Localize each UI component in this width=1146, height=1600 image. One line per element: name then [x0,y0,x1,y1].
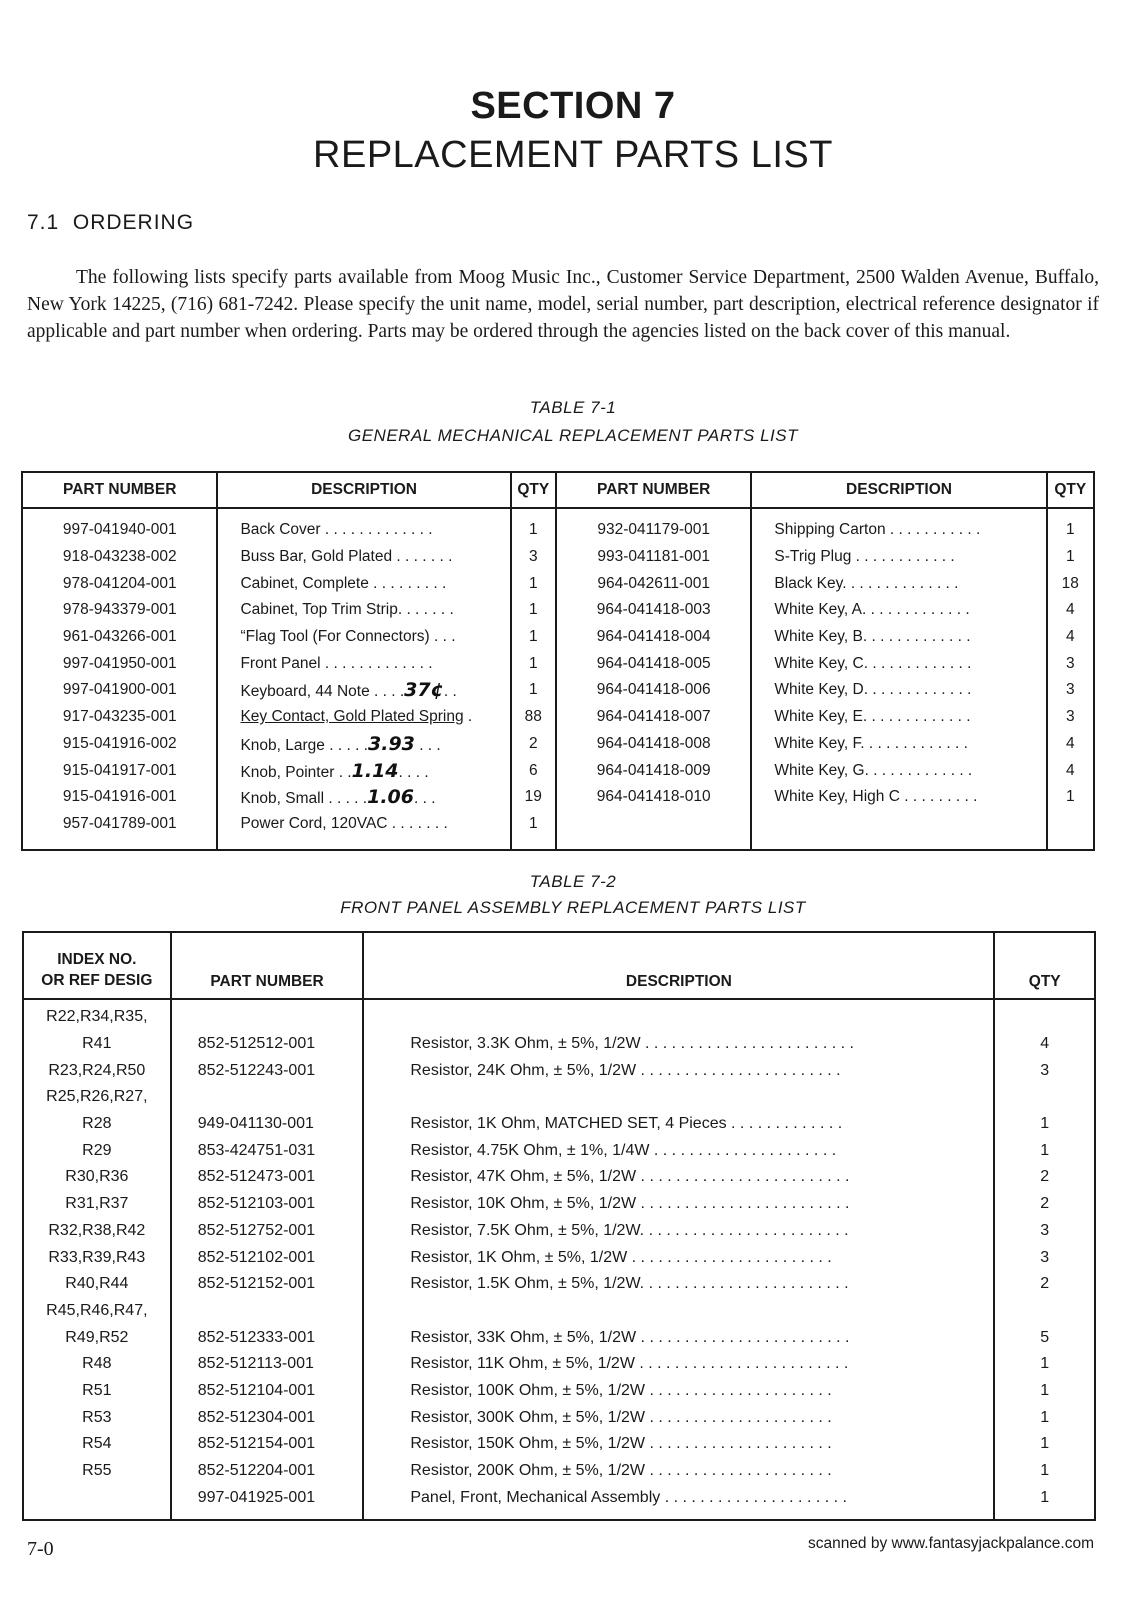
description-cell [217,650,510,677]
table-row [23,1111,1095,1138]
ref-designator-cell: R32,R38,R42 [48,1221,146,1239]
description-cell: Resistor, 4.75K Ohm, ± 1%, 1/4W . . . . . . . . . . . . . . . . . . . . . [363,1137,994,1164]
description-cell: Resistor, 24K Ohm, ± 5%, 1/2W . . . . . . . . . . . . . . . . . . . . . . . [363,1057,994,1084]
qty-cell: 1 [994,1378,1095,1405]
ref-designator-cell: R55 [82,1462,112,1480]
ref-designator-cell: R49,R52 [65,1328,129,1346]
part-number-cell: 961-043266-001 [62,628,177,646]
qty-cell: 1 [511,597,556,624]
table-row [23,1404,1095,1431]
qty-cell [994,999,1095,1031]
description-cell [751,757,1046,784]
qty-cell [994,1298,1095,1325]
column-header: DESCRIPTION [751,472,1046,508]
qty-cell: 1 [511,811,556,851]
qty-cell: 2 [994,1191,1095,1218]
qty-cell: 1 [994,1458,1095,1485]
table1-header-row [22,472,1094,508]
ref-designator-cell: R40,R44 [65,1275,129,1293]
part-number-cell: 978-943379-001 [62,601,177,619]
description-cell: Resistor, 1.5K Ohm, ± 5%, 1/2W. . . . . . . . . . . . . . . . . . . . . . . . [363,1271,994,1298]
qty-cell: 4 [1047,624,1094,651]
part-number-cell: 997-041950-001 [62,654,177,672]
part-number-cell: 964-041418-010 [556,784,751,811]
ref-designator-cell: R23,R24,R50 [48,1061,146,1079]
column-header: DESCRIPTION [217,472,510,508]
description-text: White Key, B [774,628,863,646]
description-cell: Resistor, 100K Ohm, ± 5%, 1/2W . . . . . . . . . . . . . . . . . . . . . [363,1378,994,1405]
part-number-cell: 852-512154-001 [171,1431,364,1458]
column-header-index [23,932,171,999]
leader-dots: . . . . [398,763,429,781]
table-row [23,1378,1095,1405]
table-row [23,1431,1095,1458]
index-header-line1: INDEX NO. [57,951,137,968]
description-text: White Key, A [774,601,863,619]
part-number-cell: 997-041940-001 [62,521,177,539]
ref-designator-cell: R51 [82,1381,112,1399]
leader-dots: . . . . . . . . . . . . . [320,654,433,672]
column-header: QTY [511,472,556,508]
qty-cell: 88 [511,704,556,731]
ref-designator-cell: R28 [82,1115,112,1133]
leader-dots: . . . . . . . . . . . . . . [842,574,959,592]
table2-header-row [23,932,1095,999]
qty-cell [1047,811,1094,851]
handwritten-price: 37¢ [404,679,444,702]
table-row [22,731,1094,758]
qty-cell: 1 [1047,544,1094,571]
ref-designator-cell: R54 [82,1435,112,1453]
part-number-cell: 997-041925-001 [171,1484,364,1520]
part-number-cell: 964-041418-003 [556,597,751,624]
part-number-cell [171,1084,364,1111]
part-number-cell: 852-512752-001 [171,1218,364,1245]
qty-cell: 19 [511,784,556,811]
qty-cell: 1 [994,1137,1095,1164]
part-number-cell: 978-041204-001 [62,574,177,592]
table-row [22,570,1094,597]
table-row [23,1031,1095,1058]
part-number-cell: 852-512113-001 [171,1351,364,1378]
leader-dots: . . . . [369,683,405,701]
qty-cell: 2 [511,731,556,758]
description-cell [217,508,510,544]
qty-cell: 3 [994,1218,1095,1245]
table-row [23,1298,1095,1325]
qty-cell: 3 [1047,677,1094,704]
handwritten-price: 3.93 [368,732,415,755]
description-cell [751,677,1046,704]
part-number-cell: 964-041418-007 [556,704,751,731]
leader-dots: . . . . . [324,790,368,808]
description-text: Cabinet, Complete [240,574,369,592]
description-cell [751,624,1046,651]
page-number: 7-0 [27,1538,54,1560]
part-number-cell: 852-512333-001 [171,1324,364,1351]
table-row [22,650,1094,677]
part-number-cell: 852-512243-001 [171,1057,364,1084]
description-text: White Key, D [774,681,864,699]
table-row [23,1084,1095,1111]
front-panel-parts-table [22,931,1096,1521]
part-number-cell: 949-041130-001 [171,1111,364,1138]
description-text: Keyboard, 44 Note [240,683,370,701]
ref-designator-cell: R33,R39,R43 [48,1248,146,1266]
leader-dots: . . . . . . . . . . . . . [862,601,970,619]
column-header: PART NUMBER [171,932,364,999]
table-row [23,1458,1095,1485]
description-text: White Key, G [774,761,865,779]
ordering-heading: 7.1 ORDERING [27,211,195,234]
description-cell [751,731,1046,758]
description-cell: Resistor, 300K Ohm, ± 5%, 1/2W . . . . . . . . . . . . . . . . . . . . . [363,1404,994,1431]
description-text: Power Cord, 120VAC [240,814,388,832]
part-number-cell: 964-041418-006 [556,677,751,704]
leader-dots: . . . . . . . [397,601,454,619]
qty-cell: 1 [511,624,556,651]
description-cell: Resistor, 33K Ohm, ± 5%, 1/2W . . . . . . . . . . . . . . . . . . . . . . . . [363,1324,994,1351]
table-row [22,624,1094,651]
column-header: QTY [994,932,1095,999]
table2-caption: TABLE 7-2 [529,872,617,891]
description-text: Knob, Large [240,736,325,754]
description-cell: Resistor, 11K Ohm, ± 5%, 1/2W . . . . . . . . . . . . . . . . . . . . . . . . [363,1351,994,1378]
leader-dots: . . . . . [324,736,368,754]
description-text: Buss Bar, Gold Plated [240,548,393,566]
qty-cell: 1 [511,677,556,704]
leader-dots: . . [443,683,457,701]
qty-cell: 3 [1047,650,1094,677]
table1-caption: TABLE 7-1 [529,398,617,417]
ref-designator-cell: R29 [82,1141,112,1159]
qty-cell: 3 [994,1057,1095,1084]
part-number-cell [556,811,751,851]
qty-cell: 1 [994,1111,1095,1138]
description-text: White Key, High C [774,788,900,806]
part-number-cell: 852-512473-001 [171,1164,364,1191]
index-header-line2: OR REF DESIG [41,972,153,989]
qty-cell: 1 [511,508,556,544]
table-row [22,677,1094,704]
handwritten-price: 1.06 [367,786,414,809]
part-number-cell: 993-041181-001 [556,544,751,571]
leader-dots: . . . . . . . [387,814,448,832]
table1-body [22,508,1094,850]
part-number-cell: 915-041916-002 [62,734,177,752]
part-number-cell: 852-512304-001 [171,1404,364,1431]
description-cell: Resistor, 47K Ohm, ± 5%, 1/2W . . . . . . . . . . . . . . . . . . . . . . . . [363,1164,994,1191]
ref-designator-cell: R25,R26,R27, [46,1088,148,1106]
description-cell [217,704,510,731]
description-cell [751,811,1046,851]
part-number-cell: 852-512512-001 [171,1031,364,1058]
part-number-cell: 932-041179-001 [556,508,751,544]
description-cell [363,999,994,1031]
description-cell [751,508,1046,544]
table-row [22,757,1094,784]
description-cell [217,784,510,811]
part-number-cell: 915-041916-001 [62,788,177,806]
table-row [22,597,1094,624]
qty-cell: 3 [1047,704,1094,731]
description-cell [217,544,510,571]
leader-dots: . . . [429,628,456,646]
table-row [23,1484,1095,1520]
table-row [22,704,1094,731]
qty-cell: 4 [1047,757,1094,784]
table-row [23,999,1095,1031]
description-text: Knob, Pointer [240,763,335,781]
qty-cell: 1 [994,1404,1095,1431]
qty-cell: 1 [1047,784,1094,811]
table-row [23,1137,1095,1164]
description-text: Front Panel [240,654,321,672]
table-row [22,784,1094,811]
qty-cell: 3 [511,544,556,571]
description-cell [363,1084,994,1111]
description-cell: Resistor, 1K Ohm, ± 5%, 1/2W . . . . . . . . . . . . . . . . . . . . . . . [363,1244,994,1271]
part-number-cell [171,999,364,1031]
description-text: “Flag Tool (For Connectors) [240,628,430,646]
qty-cell: 2 [994,1271,1095,1298]
description-text: Knob, Small [240,790,325,808]
part-number-cell: 964-042611-001 [556,570,751,597]
description-cell [217,624,510,651]
description-cell: Panel, Front, Mechanical Assembly . . . . . . . . . . . . . . . . . . . . . [363,1484,994,1520]
handwritten-price: 1.14 [351,759,399,782]
section-number: SECTION 7 [470,85,676,127]
table-row [23,1191,1095,1218]
part-number-cell: 964-041418-008 [556,731,751,758]
table-row [23,1271,1095,1298]
description-cell [751,784,1046,811]
description-cell [217,570,510,597]
qty-cell: 1 [1047,508,1094,544]
table-row [23,1351,1095,1378]
description-cell [751,544,1046,571]
leader-dots: . . . . . . . . . [368,574,447,592]
description-cell: Resistor, 7.5K Ohm, ± 5%, 1/2W. . . . . . . . . . . . . . . . . . . . . . . . [363,1218,994,1245]
part-number-cell: 964-041418-005 [556,650,751,677]
description-cell [217,757,510,784]
qty-cell: 1 [994,1431,1095,1458]
part-number-cell: 964-041418-009 [556,757,751,784]
description-cell [751,597,1046,624]
description-cell [751,650,1046,677]
ref-designator-cell: R41 [82,1035,112,1053]
leader-dots: . . . . . . . . . [899,788,978,806]
qty-cell: 4 [1047,731,1094,758]
description-text: White Key, C [774,654,864,672]
leader-dots: . . [334,763,352,781]
table2-body [23,999,1095,1520]
qty-cell: 18 [1047,570,1094,597]
part-number-cell: 852-512102-001 [171,1244,364,1271]
column-header: QTY [1047,472,1094,508]
description-cell: Resistor, 3.3K Ohm, ± 5%, 1/2W . . . . . . . . . . . . . . . . . . . . . . . . [363,1031,994,1058]
description-text: Shipping Carton [774,521,886,539]
leader-dots: . [463,708,473,726]
ref-designator-cell: R22,R34,R35, [46,1008,148,1026]
ref-designator-cell [23,1484,171,1520]
leader-dots: . . . . . . . . . . . . . [862,628,971,646]
leader-dots: . . . . . . . . . . . . . [863,681,972,699]
qty-cell: 1 [994,1484,1095,1520]
ref-designator-cell: R31,R37 [65,1195,129,1213]
leader-dots: . . . . . . . . . . . . . [864,761,973,779]
ordering-paragraph: The following lists specify parts available from Moog Music Inc., Customer Service Department, 2500 Walden Avenue, Buffalo, New York 14225, (716) 681-7242. Please specify the unit name, model, serial number, part description, electrical reference designator if applicable and part number when ordering. Parts may be ordered through the agencies listed on the back cover of this manual. [27,267,1099,342]
leader-dots: . . . . . . . . . . . . . [863,654,972,672]
description-cell [363,1298,994,1325]
qty-cell: 1 [994,1351,1095,1378]
ref-designator-cell: R53 [82,1408,112,1426]
ref-designator-cell: R45,R46,R47, [46,1301,148,1319]
qty-cell: 4 [1047,597,1094,624]
table-row [23,1218,1095,1245]
general-mechanical-parts-table [21,471,1095,851]
table1-title: GENERAL MECHANICAL REPLACEMENT PARTS LIST [347,426,799,445]
table-row [23,1057,1095,1084]
part-number-cell [171,1298,364,1325]
description-cell: Resistor, 10K Ohm, ± 5%, 1/2W . . . . . . . . . . . . . . . . . . . . . . . . [363,1191,994,1218]
table2-title: FRONT PANEL ASSEMBLY REPLACEMENT PARTS LIST [340,898,806,917]
table-row [22,544,1094,571]
qty-cell: 3 [994,1244,1095,1271]
table-row [23,1324,1095,1351]
table-row [22,508,1094,544]
ref-designator-cell: R30,R36 [65,1168,129,1186]
column-header: PART NUMBER [22,472,217,508]
description-cell: Resistor, 150K Ohm, ± 5%, 1/2W . . . . . . . . . . . . . . . . . . . . . [363,1431,994,1458]
part-number-cell: 964-041418-004 [556,624,751,651]
description-cell [217,677,510,704]
qty-cell [994,1084,1095,1111]
ref-designator-cell: R48 [82,1355,112,1373]
description-cell [751,570,1046,597]
part-number-cell: 852-512103-001 [171,1191,364,1218]
description-text: Back Cover [240,521,321,539]
table-row [23,1164,1095,1191]
qty-cell: 6 [511,757,556,784]
qty-cell: 5 [994,1324,1095,1351]
description-cell: Resistor, 200K Ohm, ± 5%, 1/2W . . . . . . . . . . . . . . . . . . . . . [363,1458,994,1485]
description-cell [751,704,1046,731]
part-number-cell: 915-041917-001 [62,761,177,779]
description-cell [217,597,510,624]
column-header: DESCRIPTION [363,932,994,999]
leader-dots: . . . [414,736,441,754]
part-number-cell: 997-041900-001 [62,681,177,699]
description-text: Key Contact, Gold Plated Spring [240,708,464,726]
column-header: PART NUMBER [556,472,751,508]
qty-cell: 1 [511,650,556,677]
part-number-cell: 957-041789-001 [62,814,177,832]
part-number-cell: 853-424751-031 [171,1137,364,1164]
description-text: Cabinet, Top Trim Strip [240,601,398,619]
description-cell [217,811,510,851]
description-cell: Resistor, 1K Ohm, MATCHED SET, 4 Pieces . . . . . . . . . . . . . [363,1111,994,1138]
page-title: REPLACEMENT PARTS LIST [313,134,833,176]
leader-dots: . . . . . . . . . . . . . [862,708,971,726]
part-number-cell: 918-043238-002 [62,548,177,566]
leader-dots: . . . . . . . . . . . [885,521,981,539]
part-number-cell: 917-043235-001 [62,708,177,726]
description-text: S-Trig Plug [774,548,852,566]
scan-credit: scanned by www.fantasyjackpalance.com [807,1535,1094,1552]
description-text: Black Key [774,574,843,592]
leader-dots: . . . [414,790,436,808]
description-text: White Key, E [774,708,863,726]
leader-dots: . . . . . . . . . . . . [851,548,955,566]
leader-dots: . . . . . . . [392,548,453,566]
description-text: White Key, F [774,734,861,752]
leader-dots: . . . . . . . . . . . . . [860,734,968,752]
qty-cell: 2 [994,1164,1095,1191]
leader-dots: . . . . . . . . . . . . . [320,521,433,539]
description-cell [217,731,510,758]
qty-cell: 4 [994,1031,1095,1058]
table-row [22,811,1094,851]
part-number-cell: 852-512104-001 [171,1378,364,1405]
part-number-cell: 852-512204-001 [171,1458,364,1485]
part-number-cell: 852-512152-001 [171,1271,364,1298]
qty-cell: 1 [511,570,556,597]
table-row [23,1244,1095,1271]
